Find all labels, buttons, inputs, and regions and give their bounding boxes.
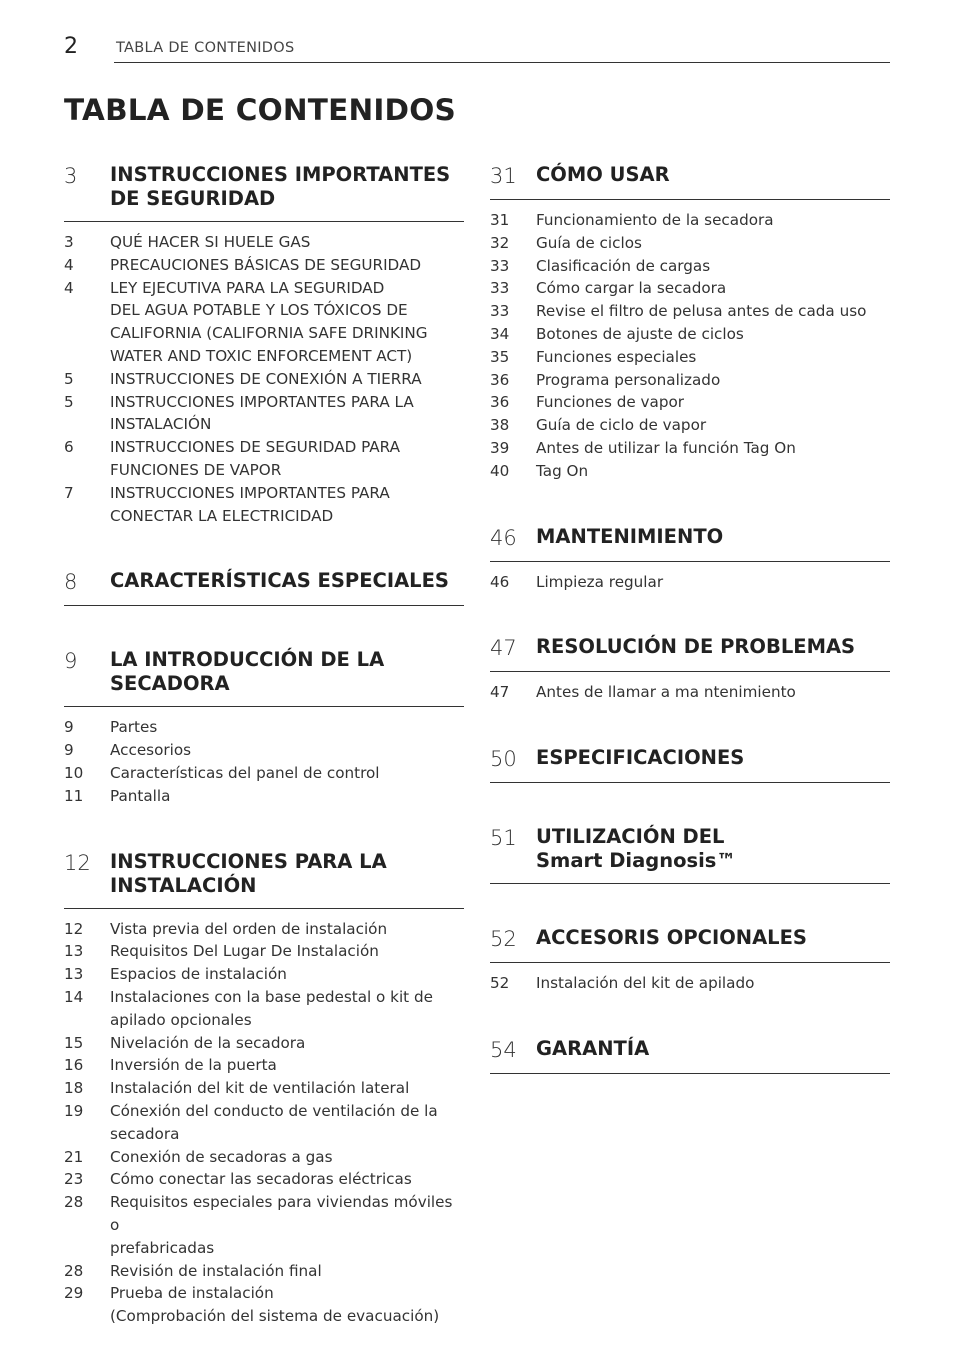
toc-entry[interactable] bbox=[490, 391, 890, 414]
entry-page-number: 28 bbox=[64, 1193, 84, 1212]
toc-entry[interactable] bbox=[490, 571, 890, 594]
section-title: INSTRUCCIONES IMPORTANTES DE SEGURIDAD bbox=[110, 163, 451, 210]
toc-entry[interactable] bbox=[64, 963, 464, 986]
toc-section bbox=[490, 825, 890, 884]
entry-page-number: 3 bbox=[64, 233, 74, 251]
section-page-number: 52 bbox=[490, 927, 517, 952]
entry-title: Antes de llamar a ma ntenimiento bbox=[536, 683, 796, 702]
toc-entry[interactable] bbox=[64, 1191, 464, 1259]
entry-page-number: 5 bbox=[64, 392, 74, 411]
toc-entry[interactable] bbox=[490, 232, 890, 255]
entry-title: INSTRUCCIONES IMPORTANTES PARA CONECTAR LA ELECTRICIDAD bbox=[110, 483, 390, 525]
section-page-number: 31 bbox=[490, 164, 517, 188]
entry-page-number: 31 bbox=[490, 211, 510, 229]
entry-title: Vista previa del orden de instalación bbox=[110, 919, 388, 938]
toc-section bbox=[490, 163, 890, 483]
entry-title: Cónexión del conducto de ventilación de la secadora bbox=[110, 1101, 438, 1143]
entry-title: Revise el filtro de pelusa antes de cada uso bbox=[536, 302, 867, 321]
entry-title: PRECAUCIONES BÁSICAS DE SEGURIDAD bbox=[110, 255, 422, 274]
entry-page-number: 33 bbox=[490, 279, 510, 298]
entry-title: Botones de ajuste de ciclos bbox=[536, 324, 744, 343]
entry-list bbox=[64, 231, 464, 527]
toc-section bbox=[490, 746, 890, 783]
section-page-number: 9 bbox=[64, 649, 78, 674]
entry-title: Limpieza regular bbox=[536, 572, 664, 591]
section-title: ACCESORIS OPCIONALES bbox=[536, 926, 807, 950]
entry-title: Cómo conectar las secadoras eléctricas bbox=[110, 1170, 412, 1189]
section-heading[interactable] bbox=[490, 746, 890, 783]
entry-title: Revisión de instalación final bbox=[110, 1261, 322, 1280]
entry-title: Funciones especiales bbox=[536, 347, 697, 366]
entry-page-number: 13 bbox=[64, 942, 84, 961]
toc-entry[interactable] bbox=[64, 482, 464, 528]
page-header bbox=[64, 34, 890, 64]
toc-left-column bbox=[64, 163, 464, 1370]
entry-title: LEY EJECUTIVA PARA LA SEGURIDAD DEL AGUA POTABLE Y LOS TÓXICOS DE CALIFORNIA (CALIFORNIA SAFE DRINKING WATER AND TOXIC ENFORCEMENT ACT) bbox=[110, 278, 428, 365]
toc-entry[interactable] bbox=[64, 436, 464, 482]
entry-title: Guía de ciclos bbox=[536, 233, 642, 252]
section-title: INSTRUCCIONES PARA LA INSTALACIÓN bbox=[110, 849, 387, 897]
page-title: TABLA DE CONTENIDOS bbox=[64, 93, 456, 127]
entry-list bbox=[490, 209, 890, 483]
entry-page-number: 9 bbox=[64, 741, 74, 760]
toc-entry[interactable] bbox=[490, 255, 890, 278]
entry-title: Nivelación de la secadora bbox=[110, 1033, 306, 1052]
toc-entry[interactable] bbox=[64, 739, 464, 762]
entry-title: Funcionamiento de la secadora bbox=[536, 211, 774, 229]
entry-page-number: 23 bbox=[64, 1170, 84, 1189]
entry-title: Cómo cargar la secadora bbox=[536, 279, 727, 298]
entry-page-number: 46 bbox=[490, 572, 510, 591]
entry-title: Requisitos Del Lugar De Instalación bbox=[110, 942, 379, 961]
entry-title: INSTRUCCIONES DE SEGURIDAD PARA FUNCIONES DE VAPOR bbox=[110, 438, 401, 479]
toc-right-column bbox=[490, 163, 890, 1116]
toc-section bbox=[490, 1037, 890, 1074]
toc-entry[interactable] bbox=[490, 369, 890, 392]
entry-page-number: 9 bbox=[64, 718, 74, 737]
toc-entry[interactable] bbox=[64, 277, 464, 368]
section-title: ESPECIFICACIONES bbox=[536, 746, 745, 770]
entry-title: Pantalla bbox=[110, 786, 171, 805]
entry-list bbox=[64, 716, 464, 807]
section-page-number: 50 bbox=[490, 747, 517, 772]
toc-entry[interactable] bbox=[490, 972, 890, 995]
section-heading[interactable] bbox=[490, 163, 890, 200]
section-page-number: 46 bbox=[490, 525, 517, 550]
entry-page-number: 14 bbox=[64, 987, 84, 1006]
entry-page-number: 4 bbox=[64, 278, 74, 297]
entry-title: Tag On bbox=[536, 461, 589, 480]
toc-section bbox=[64, 648, 464, 807]
entry-title: Espacios de instalación bbox=[110, 965, 287, 984]
toc-section bbox=[490, 635, 890, 704]
entry-page-number: 21 bbox=[64, 1147, 84, 1166]
entry-list bbox=[490, 571, 890, 594]
section-page-number: 47 bbox=[490, 636, 517, 661]
toc-entry[interactable] bbox=[64, 1032, 464, 1055]
entry-title: INSTRUCCIONES IMPORTANTES PARA LA INSTALACIÓN bbox=[110, 392, 414, 434]
entry-title: Partes bbox=[110, 718, 158, 737]
toc-entry[interactable] bbox=[490, 323, 890, 346]
entry-title: Accesorios bbox=[110, 741, 192, 760]
toc-section bbox=[64, 850, 464, 1328]
toc-entry[interactable] bbox=[64, 716, 464, 739]
entry-page-number: 34 bbox=[490, 324, 510, 343]
entry-page-number: 12 bbox=[64, 919, 84, 938]
section-heading[interactable] bbox=[64, 569, 464, 606]
section-heading[interactable] bbox=[64, 648, 464, 707]
entry-page-number: 33 bbox=[490, 256, 510, 275]
toc-entry[interactable] bbox=[490, 681, 890, 704]
section-heading[interactable] bbox=[490, 635, 890, 672]
section-page-number: 12 bbox=[64, 850, 91, 875]
page-number: 2 bbox=[64, 34, 78, 59]
entry-title: Instalación del kit de apilado bbox=[536, 974, 755, 993]
section-title: GARANTÍA bbox=[536, 1036, 650, 1060]
section-heading[interactable] bbox=[64, 163, 464, 222]
entry-title: Guía de ciclo de vapor bbox=[536, 416, 707, 435]
toc-entry[interactable] bbox=[64, 940, 464, 963]
section-heading[interactable] bbox=[64, 850, 464, 909]
entry-page-number: 33 bbox=[490, 302, 510, 321]
entry-title: Antes de utilizar la función Tag On bbox=[536, 438, 796, 457]
section-title: CARACTERÍSTICAS ESPECIALES bbox=[110, 569, 449, 593]
entry-page-number: 15 bbox=[64, 1033, 84, 1052]
entry-title: Conexión de secadoras a gas bbox=[110, 1147, 333, 1166]
entry-page-number: 28 bbox=[64, 1261, 84, 1280]
toc-entry[interactable] bbox=[490, 460, 890, 483]
toc-entry[interactable] bbox=[64, 1077, 464, 1100]
entry-page-number: 19 bbox=[64, 1101, 84, 1120]
entry-title: Funciones de vapor bbox=[536, 393, 685, 412]
entry-page-number: 38 bbox=[490, 416, 510, 435]
entry-page-number: 47 bbox=[490, 683, 510, 702]
toc-entry[interactable] bbox=[64, 368, 464, 391]
toc-entry[interactable] bbox=[64, 1260, 464, 1283]
section-page-number: 51 bbox=[490, 826, 517, 851]
toc-entry[interactable] bbox=[490, 209, 890, 232]
entry-title: Requisitos especiales para viviendas móviles o prefabricadas bbox=[110, 1193, 453, 1257]
entry-page-number: 6 bbox=[64, 438, 74, 457]
section-page-number: 54 bbox=[490, 1037, 517, 1062]
section-title: LA INTRODUCCIÓN DE LA SECADORA bbox=[110, 648, 385, 696]
section-title: UTILIZACIÓN DEL Smart Diagnosis™ bbox=[536, 825, 736, 873]
toc-entry[interactable] bbox=[64, 1282, 464, 1328]
entry-list bbox=[490, 972, 890, 995]
entry-page-number: 52 bbox=[490, 974, 510, 993]
entry-page-number: 29 bbox=[64, 1284, 84, 1303]
section-heading[interactable] bbox=[490, 525, 890, 562]
entry-page-number: 36 bbox=[490, 370, 510, 389]
toc-entry[interactable] bbox=[490, 277, 890, 300]
section-heading[interactable] bbox=[490, 1037, 890, 1074]
entry-page-number: 7 bbox=[64, 483, 74, 502]
entry-page-number: 39 bbox=[490, 438, 510, 457]
entry-page-number: 5 bbox=[64, 369, 74, 388]
toc-entry[interactable] bbox=[490, 414, 890, 437]
toc-section bbox=[64, 569, 464, 606]
entry-title: Características del panel de control bbox=[110, 763, 380, 782]
entry-list bbox=[64, 918, 464, 1328]
entry-title: Instalación del kit de ventilación lateral bbox=[110, 1079, 410, 1098]
entry-page-number: 13 bbox=[64, 965, 84, 984]
entry-page-number: 11 bbox=[64, 786, 84, 805]
entry-title: Prueba de instalación (Comprobación del sistema de evacuación) bbox=[110, 1284, 440, 1326]
entry-title: Clasificación de cargas bbox=[536, 256, 711, 275]
toc-entry[interactable] bbox=[64, 1100, 464, 1146]
toc-entry[interactable] bbox=[64, 231, 464, 254]
section-title: MANTENIMIENTO bbox=[536, 524, 724, 548]
toc-entry[interactable] bbox=[64, 1054, 464, 1077]
entry-page-number: 16 bbox=[64, 1056, 84, 1075]
entry-title: Instalaciones con la base pedestal o kit de apilado opcionales bbox=[110, 987, 433, 1029]
header-rule bbox=[114, 62, 890, 63]
toc-section bbox=[490, 926, 890, 995]
toc-section bbox=[490, 525, 890, 594]
toc-entry[interactable] bbox=[64, 254, 464, 277]
toc-entry[interactable] bbox=[64, 918, 464, 941]
entry-page-number: 36 bbox=[490, 393, 510, 412]
entry-list bbox=[490, 681, 890, 704]
toc-entry[interactable] bbox=[64, 762, 464, 785]
toc-entry[interactable] bbox=[490, 300, 890, 323]
toc-entry[interactable] bbox=[490, 437, 890, 460]
section-title: RESOLUCIÓN DE PROBLEMAS bbox=[536, 635, 856, 659]
entry-title: Programa personalizado bbox=[536, 370, 721, 389]
entry-page-number: 10 bbox=[64, 763, 84, 782]
entry-title: QUÉ HACER SI HUELE GAS bbox=[110, 233, 311, 251]
entry-title: INSTRUCCIONES DE CONEXIÓN A TIERRA bbox=[110, 369, 422, 388]
toc-section bbox=[64, 163, 464, 527]
section-title: CÓMO USAR bbox=[536, 163, 670, 186]
section-page-number: 3 bbox=[64, 164, 78, 188]
toc-entry[interactable] bbox=[64, 1146, 464, 1169]
toc-entry[interactable] bbox=[490, 346, 890, 369]
entry-page-number: 40 bbox=[490, 461, 510, 480]
entry-page-number: 18 bbox=[64, 1079, 84, 1098]
toc-entry[interactable] bbox=[64, 391, 464, 437]
section-page-number: 8 bbox=[64, 570, 78, 595]
toc-entry[interactable] bbox=[64, 785, 464, 808]
section-heading[interactable] bbox=[490, 825, 890, 884]
entry-page-number: 4 bbox=[64, 255, 74, 274]
toc-entry[interactable] bbox=[64, 986, 464, 1032]
entry-page-number: 32 bbox=[490, 233, 510, 252]
entry-title: Inversión de la puerta bbox=[110, 1056, 277, 1075]
toc-entry[interactable] bbox=[64, 1168, 464, 1191]
entry-page-number: 35 bbox=[490, 347, 510, 366]
running-head: TABLA DE CONTENIDOS bbox=[116, 40, 295, 56]
section-heading[interactable] bbox=[490, 926, 890, 963]
